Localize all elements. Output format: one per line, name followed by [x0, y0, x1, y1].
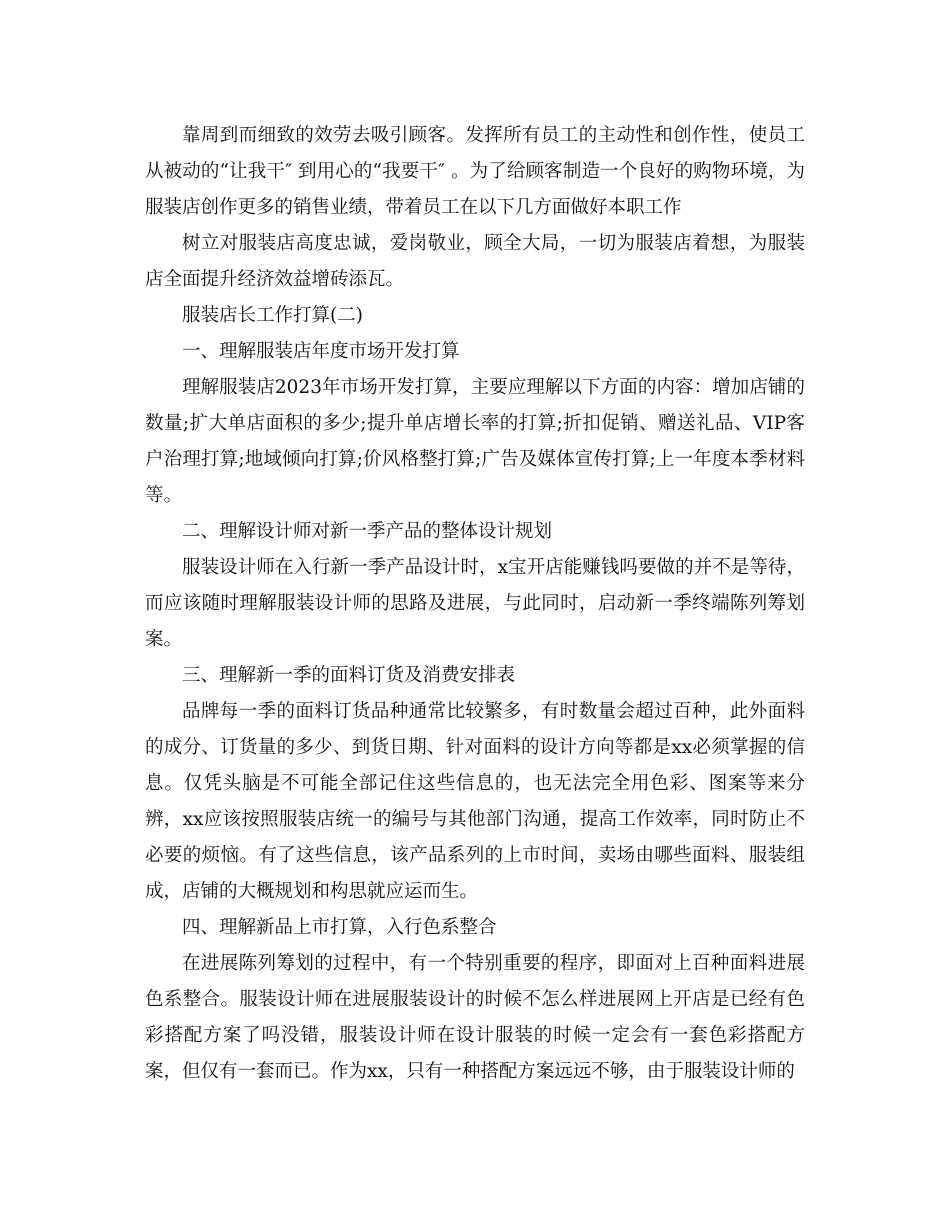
- paragraph: 树立对服装店高度忠诚，爱岗敬业，顾全大局，一切为服装店着想，为服装店全面提升经济效益增砖添瓦。: [145, 233, 805, 290]
- document-body: [145, 118, 805, 1090]
- paragraph: 在进展陈列筹划的过程中，有一个特别重要的程序，即面对上百种面料进展色系整合。服装设计师在进展服装设计的时候不怎么样进展网上开店是已经有色彩搭配方案了吗没错，服装设计师在设计服装的时候一定会有一套色彩搭配方案，但仅有一套而已。作为xx，只有一种搭配方案远远不够，由于服装设计师的: [145, 953, 805, 1082]
- paragraph: 服装设计师在入行新一季产品设计时，x宝开店能赚钱吗要做的并不是等待，而应该随时理解服装设计师的思路及进展，与此同时，启动新一季终端陈列筹划案。: [145, 557, 805, 650]
- section-heading: 三、理解新一季的面料订货及消费安排表: [182, 665, 516, 686]
- paragraph: 理解服装店2023年市场开发打算，主要应理解以下方面的内容：增加店铺的数量;扩大单店面积的多少;提升单店增长率的打算;折扣促销、赠送礼品、VIP客户治理打算;地域倾向打算;价风格整打算;广告及媒体宣传打算;上一年度本季材料等。: [145, 377, 805, 506]
- section-heading: 四、理解新品上市打算，入行色系整合: [182, 917, 497, 938]
- paragraph: 靠周到而细致的效劳去吸引顾客。发挥所有员工的主动性和创作性，使员工从被动的“让我干″ 到用心的“我要干″ 。为了给顾客制造一个良好的购物环境，为服装店创作更多的销售业绩，带着员工在以下几方面做好本职工作: [145, 125, 805, 218]
- section-heading: 二、理解设计师对新一季产品的整体设计规划: [182, 521, 553, 542]
- paragraph: 品牌每一季的面料订货品种通常比较繁多，有时数量会超过百种，此外面料的成分、订货量的多少、到货日期、针对面料的设计方向等都是xx必须掌握的信息。仅凭头脑是不可能全部记住这些信息的，也无法完全用色彩、图案等来分辨，xx应该按照服装店统一的编号与其他部门沟通，提高工作效率，同时防止不必要的烦恼。有了这些信息，该产品系列的上市时间，卖场由哪些面料、服装组成，店铺的大概规划和构思就应运而生。: [145, 701, 805, 902]
- section-title: 服装店长工作打算(二): [182, 305, 363, 326]
- section-heading: 一、理解服装店年度市场开发打算: [182, 341, 460, 362]
